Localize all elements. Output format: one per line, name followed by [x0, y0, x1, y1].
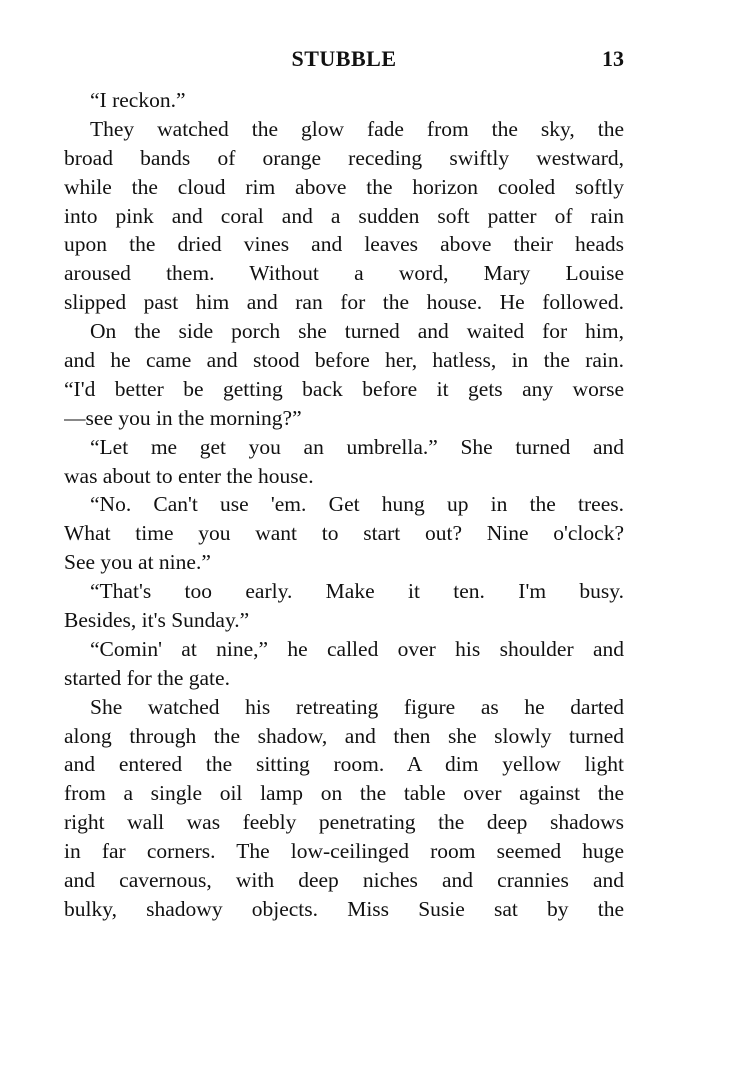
text-line: in far corners. The low-ceilinged room seemed huge: [64, 839, 624, 864]
text-line: “That's too early. Make it ten. I'm busy.: [90, 579, 624, 604]
text-line: “Comin' at nine,” he called over his shoulder and: [90, 636, 624, 661]
text-line: “I reckon.”: [90, 88, 186, 112]
text-line: from a single oil lamp on the table over against the: [64, 781, 624, 806]
text-line: —see you in the morning?”: [64, 405, 302, 430]
text-line: See you at nine.”: [64, 550, 211, 575]
text-line: Besides, it's Sunday.”: [64, 608, 250, 633]
running-head: [64, 46, 624, 76]
text-line: and entered the sitting room. A dim yellow light: [64, 752, 624, 777]
text-line: upon the dried vines and leaves above their heads: [64, 232, 624, 257]
text-line: What time you want to start out? Nine o'clock?: [64, 521, 624, 546]
body-text: [64, 86, 624, 924]
text-line: She watched his retreating figure as he darted: [90, 694, 624, 719]
text-line: They watched the glow fade from the sky, the: [90, 116, 624, 141]
text-line: broad bands of orange receding swiftly westward,: [64, 145, 624, 170]
text-line: started for the gate.: [64, 665, 230, 690]
running-title: STUBBLE: [291, 46, 397, 71]
text-line: while the cloud rim above the horizon cooled softly: [64, 174, 624, 199]
text-line: into pink and coral and a sudden soft patter of rain: [64, 203, 624, 228]
text-line: was about to enter the house.: [64, 463, 314, 488]
text-line: along through the shadow, and then she slowly turned: [64, 723, 624, 748]
text-line: slipped past him and ran for the house. He followed.: [64, 290, 624, 315]
text-line: and he came and stood before her, hatless, in the rain.: [64, 348, 624, 373]
text-line: “Let me get you an umbrella.” She turned and: [90, 434, 624, 459]
text-line: aroused them. Without a word, Mary Louise: [64, 261, 624, 286]
text-line: right wall was feebly penetrating the deep shadows: [64, 810, 624, 835]
text-line: bulky, shadowy objects. Miss Susie sat by the: [64, 896, 624, 921]
text-line: “No. Can't use 'em. Get hung up in the trees.: [90, 492, 624, 517]
text-line: On the side porch she turned and waited for him,: [90, 319, 624, 344]
text-line: “I'd better be getting back before it gets any worse: [64, 376, 624, 401]
page-number: 13: [602, 46, 624, 71]
text-line: and cavernous, with deep niches and crannies and: [64, 868, 624, 893]
